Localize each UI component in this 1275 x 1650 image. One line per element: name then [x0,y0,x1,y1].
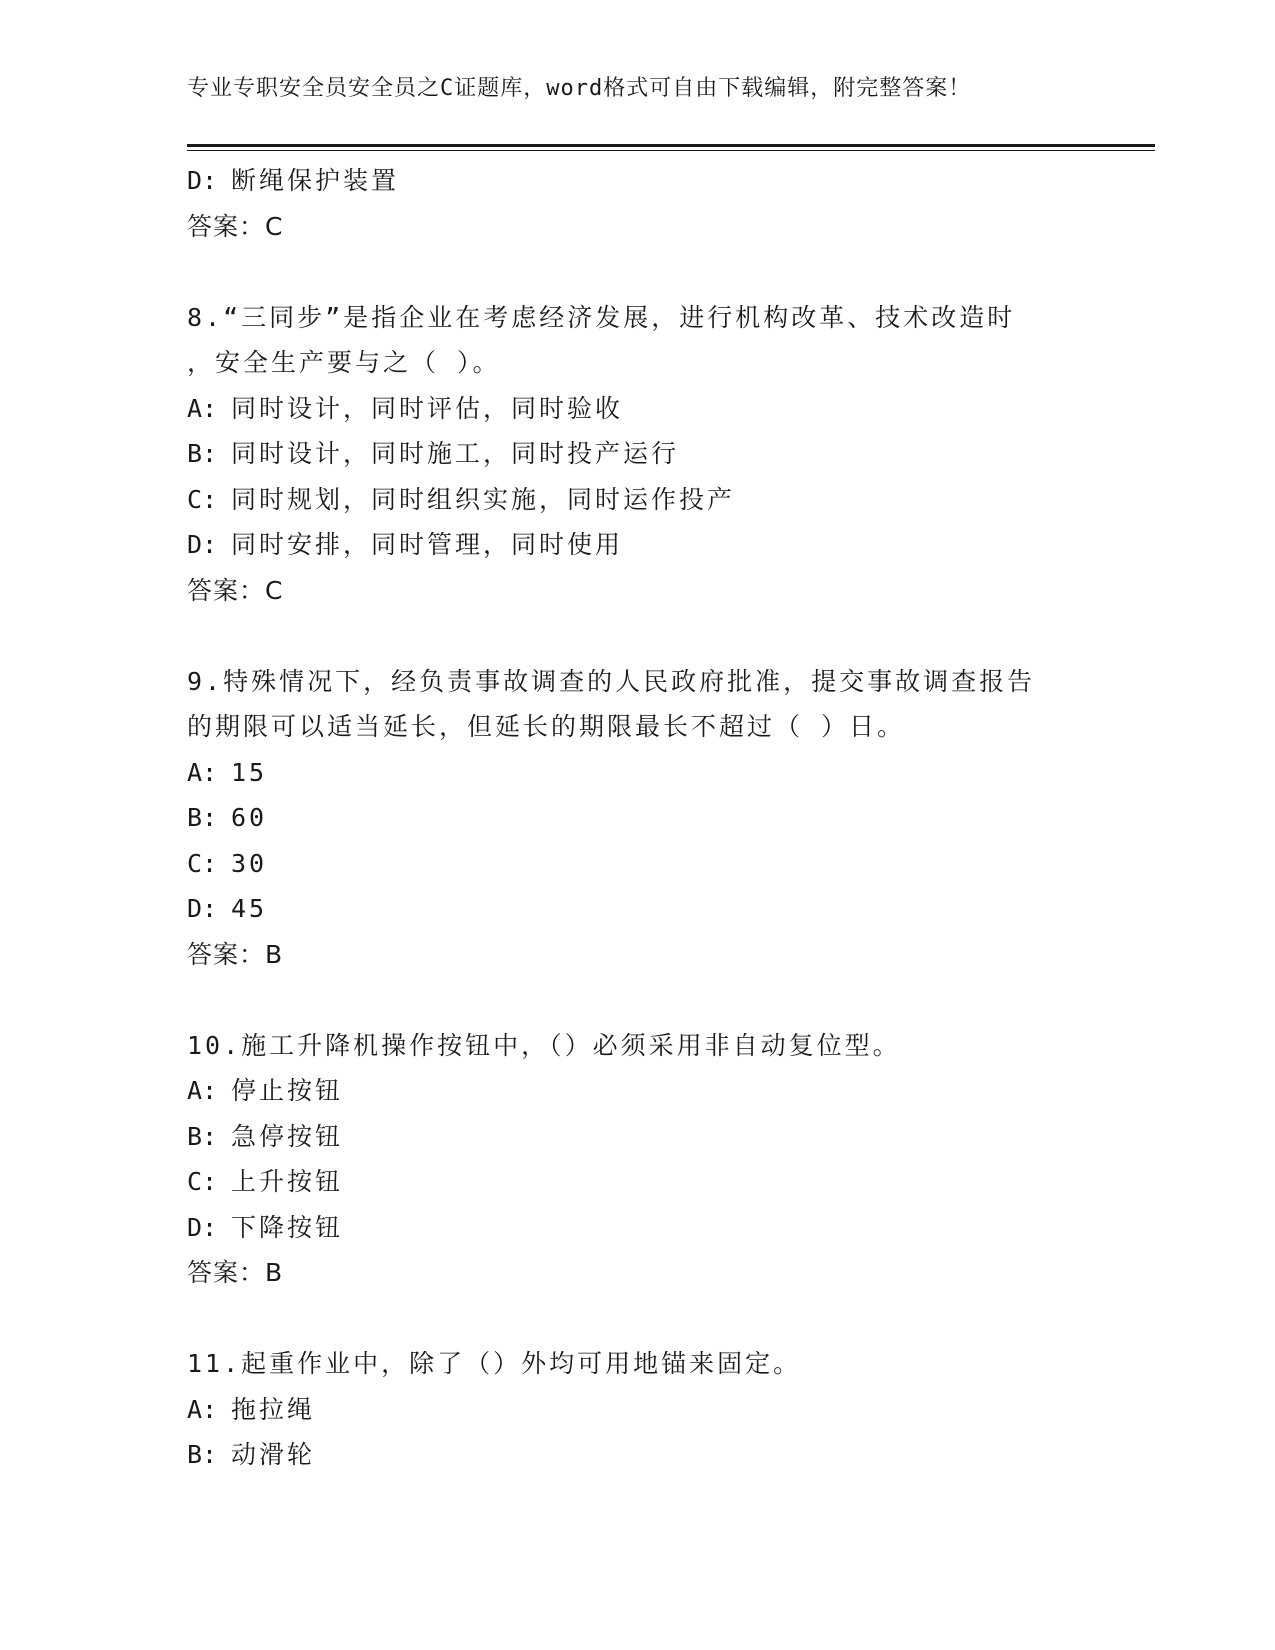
option-b [187,1114,1067,1160]
option-text: 同时规划，同时组织实施，同时运作投产 [231,484,736,514]
option-d [187,1205,1067,1251]
option-a [187,750,1067,796]
option-text: 拖拉绳 [231,1394,316,1424]
document-body [187,158,1067,1478]
option-d [187,886,1067,932]
option-text: 60 [231,803,268,832]
option-c [187,841,1067,887]
option-b [187,1432,1067,1478]
option-b [187,795,1067,841]
option-label: D: [187,894,218,923]
answer-line: 答案：C [187,575,284,605]
option-a [187,386,1067,432]
answer-line: 答案：C [187,211,284,241]
option-a [187,1068,1067,1114]
option-label: A: [187,1076,218,1105]
option-label: A: [187,757,218,787]
option-label: B: [187,1121,218,1151]
option-text: 同时设计，同时评估，同时验收 [231,393,624,423]
option-label: B: [187,803,218,832]
option-c [187,1159,1067,1205]
question-10-text-line-1: 10.施工升降机操作按钮中，（）必须采用非自动复位型。 [187,1030,901,1060]
option-label: C: [187,484,218,514]
answer-line: 答案：B [187,939,284,969]
option-text: 同时安排，同时管理，同时使用 [231,530,624,559]
option-b [187,431,1067,477]
header-rule-thick [187,144,1155,147]
question-8-text-line-2: ，安全生产要与之（ ）。 [187,348,501,377]
option-text: 急停按钮 [231,1121,344,1151]
option-label: D: [187,166,218,195]
spacer [187,977,1067,1023]
header-rule-thin [187,150,1155,151]
option-label: C: [187,1167,218,1196]
option-label: C: [187,848,218,878]
option-text: 45 [231,894,268,923]
option-a [187,1387,1067,1433]
option-label: B: [187,439,218,468]
option-d [187,158,1067,204]
option-text: 停止按钮 [231,1076,344,1105]
spacer [187,249,1067,295]
answer-line: 答案：B [187,1258,284,1287]
option-d [187,522,1067,568]
question-9-text-line-1: 9.特殊情况下，经负责事故调查的人民政府批准，提交事故调查报告 [187,666,1036,696]
option-text: 30 [231,848,268,878]
option-label: A: [187,1394,218,1424]
question-9-text-line-2: 的期限可以适当延长，但延长的期限最长不超过（ ）日。 [187,712,906,741]
option-text: 同时设计，同时施工，同时投产运行 [231,439,680,468]
spacer [187,613,1067,659]
option-label: A: [187,393,218,423]
option-label: D: [187,1212,218,1242]
option-text: 下降按钮 [231,1212,344,1242]
question-11-text-line-1: 11.起重作业中，除了（）外均可用地锚来固定。 [187,1349,802,1378]
question-8-text-line-1: 8.“三同步”是指企业在考虑经济发展，进行机构改革、技术改造时 [187,302,1016,332]
page-header: 专业专职安全员安全员之C证题库，word格式可自由下载编辑，附完整答案！ [187,76,972,101]
option-text: 动滑轮 [231,1440,316,1469]
option-label: D: [187,530,218,559]
spacer [187,1296,1067,1342]
option-text: 断绳保护装置 [231,166,400,195]
option-text: 15 [231,757,268,787]
option-c [187,477,1067,523]
option-text: 上升按钮 [231,1167,344,1196]
option-label: B: [187,1440,218,1469]
